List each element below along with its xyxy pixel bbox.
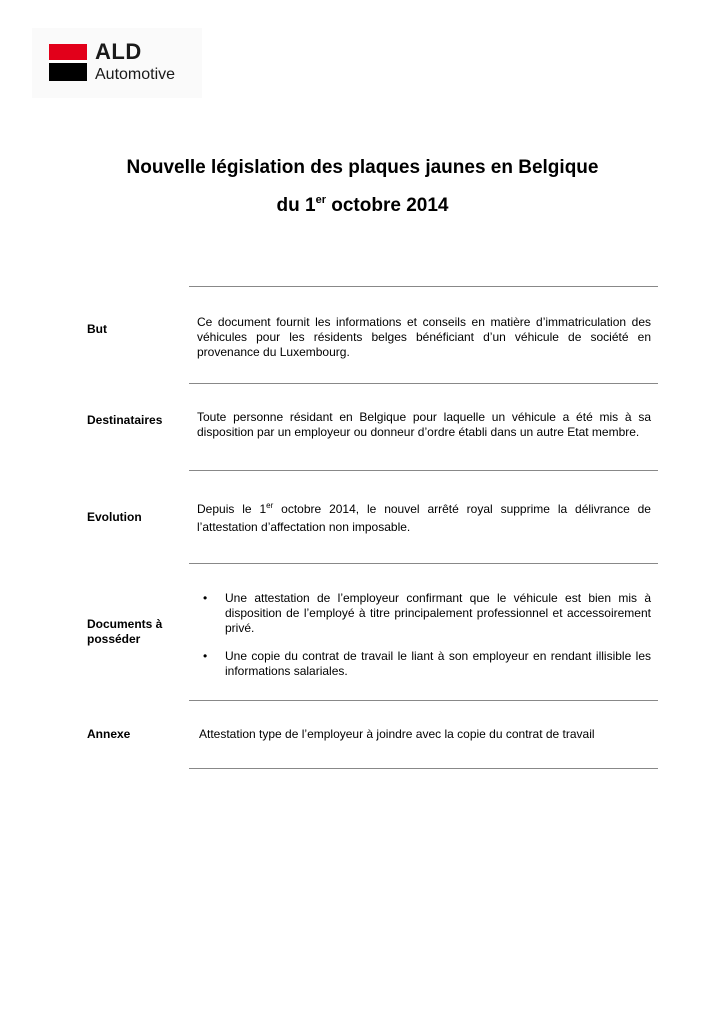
logo-red-bar — [49, 44, 87, 60]
bullet-icon: • — [203, 649, 208, 663]
label-destinataires: Destinataires — [87, 413, 163, 427]
label-but: But — [87, 322, 107, 336]
ald-automotive-logo — [32, 28, 202, 98]
logo-mark-icon — [49, 44, 87, 81]
divider — [189, 470, 658, 471]
label-evolution: Evolution — [87, 510, 142, 524]
bullet-icon: • — [203, 591, 208, 605]
divider — [189, 286, 658, 287]
divider — [189, 563, 658, 564]
logo-subtitle: Automotive — [95, 66, 176, 83]
divider — [189, 768, 658, 769]
document-title-line2: du 1er octobre 2014 — [276, 194, 449, 216]
text-but: Ce document fournit les informations et conseils en matière d’immatriculation des véhicules pour les résidents belges bénéficiant d’un véhicule de société en provenance du Luxembourg. — [197, 315, 651, 359]
text-evolution: Depuis le 1er octobre 2014, le nouvel arrêté royal supprime la délivrance de l’attestation d’affectation non imposable. — [197, 501, 651, 534]
text-destinataires: Toute personne résidant en Belgique pour laquelle un véhicule a été mis à sa disposition par un employeur ou donneur d’ordre établi dans un autre Etat membre. — [197, 410, 651, 439]
list-item: • Une attestation de l’employeur confirmant que le véhicule est bien mis à disposition de l’employé à titre principalement professionnel et accessoirement privé. — [203, 591, 651, 635]
label-annexe: Annexe — [87, 727, 131, 741]
logo-brand: ALD — [95, 39, 142, 64]
document-title-line1: Nouvelle législation des plaques jaunes en Belgique — [126, 157, 599, 178]
label-documents: Documents à posséder — [87, 617, 163, 646]
documents-list — [197, 591, 651, 679]
text-annexe: Attestation type de l’employeur à joindre avec la copie du contrat de travail — [199, 727, 595, 741]
logo-black-bar — [49, 63, 87, 81]
divider — [189, 700, 658, 701]
list-item: • Une copie du contrat de travail le liant à son employeur en rendant illisible les informations salariales. — [203, 649, 651, 678]
divider — [189, 383, 658, 384]
